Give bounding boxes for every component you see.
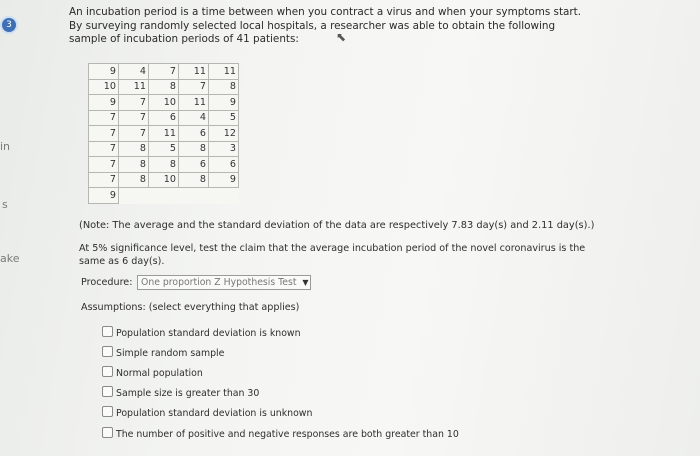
edge-text-s: s <box>2 198 8 211</box>
statistics-note: (Note: The average and the standard deviation of the data are respectively 7.83 day(s) and 2.11 day(s).) <box>79 220 595 231</box>
table-cell: 10 <box>89 79 119 95</box>
mouse-cursor-icon: ⬉ <box>336 30 347 44</box>
claim-text: At 5% significance level, test the claim that the average incubation period of the novel coronavirus is the same as 6 day(s). <box>79 243 586 267</box>
edge-text-ake: ake <box>0 252 20 265</box>
assumptions-label: Assumptions: (select everything that applies) <box>81 302 300 313</box>
assumption-option[interactable]: The number of positive and negative responses are both greater than 10 <box>102 427 459 440</box>
table-cell: 6 <box>179 126 209 142</box>
assumption-option[interactable]: Population standard deviation is unknown <box>102 406 312 419</box>
checkbox[interactable] <box>102 406 113 417</box>
table-row <box>89 110 239 126</box>
checkbox[interactable] <box>102 386 113 397</box>
table-cell: 6 <box>209 157 239 173</box>
table-cell: 11 <box>209 64 239 80</box>
table-cell: 9 <box>89 188 119 204</box>
table-cell: 7 <box>119 110 149 126</box>
table-cell: 8 <box>209 79 239 95</box>
table-cell: 3 <box>209 141 239 157</box>
table-cell: 8 <box>119 172 149 188</box>
table-cell: 5 <box>149 141 179 157</box>
table-row <box>89 172 239 188</box>
table-cell: 7 <box>89 172 119 188</box>
checkbox[interactable] <box>102 326 113 337</box>
checkbox[interactable] <box>102 427 113 438</box>
checkbox[interactable] <box>102 346 113 357</box>
procedure-label: Procedure: <box>81 277 133 288</box>
table-cell: 11 <box>179 64 209 80</box>
checkbox[interactable] <box>102 366 113 377</box>
table-cell: 9 <box>89 95 119 111</box>
chevron-down-icon: ▼ <box>302 278 309 287</box>
table-cell: 7 <box>179 79 209 95</box>
table-cell: 7 <box>119 95 149 111</box>
table-cell <box>209 188 239 204</box>
table-cell: 10 <box>149 95 179 111</box>
incubation-data-table <box>88 63 239 204</box>
table-cell <box>119 188 149 204</box>
edge-text-in: in <box>0 140 11 153</box>
table-cell: 6 <box>179 157 209 173</box>
table-cell: 8 <box>149 79 179 95</box>
table-cell: 6 <box>149 110 179 126</box>
table-cell: 11 <box>119 79 149 95</box>
procedure-selected-value: One proportion Z Hypothesis Test <box>141 277 297 288</box>
table-cell: 4 <box>179 110 209 126</box>
assumption-option[interactable]: Population standard deviation is known <box>102 326 301 339</box>
table-row <box>89 95 239 111</box>
table-cell: 8 <box>119 157 149 173</box>
table-cell: 12 <box>209 126 239 142</box>
table-cell: 8 <box>179 172 209 188</box>
table-cell: 10 <box>149 172 179 188</box>
table-row <box>89 126 239 142</box>
table-row <box>89 64 239 80</box>
table-row <box>89 79 239 95</box>
table-cell: 7 <box>149 64 179 80</box>
table-cell: 9 <box>209 95 239 111</box>
table-row <box>89 141 239 157</box>
assumption-option[interactable]: Sample size is greater than 30 <box>102 386 259 399</box>
table-cell <box>179 188 209 204</box>
procedure-select[interactable] <box>137 275 311 290</box>
assumption-option[interactable]: Normal population <box>102 366 203 379</box>
table-cell: 8 <box>149 157 179 173</box>
table-cell: 9 <box>209 172 239 188</box>
table-cell: 11 <box>149 126 179 142</box>
table-cell: 7 <box>119 126 149 142</box>
table-row <box>89 188 239 204</box>
table-cell: 5 <box>209 110 239 126</box>
table-cell: 7 <box>89 126 119 142</box>
table-cell: 7 <box>89 110 119 126</box>
table-cell: 11 <box>179 95 209 111</box>
table-cell: 9 <box>89 64 119 80</box>
table-cell: 7 <box>89 157 119 173</box>
question-number-badge: 3 <box>2 18 16 32</box>
table-cell: 8 <box>179 141 209 157</box>
table-cell: 7 <box>89 141 119 157</box>
table-row <box>89 157 239 173</box>
table-cell <box>149 188 179 204</box>
table-cell: 8 <box>119 141 149 157</box>
assumption-option[interactable]: Simple random sample <box>102 346 224 359</box>
table-cell: 4 <box>119 64 149 80</box>
question-prompt: An incubation period is a time between when you contract a virus and when your symptoms start. By surveying randomly selected local hospitals, a researcher was able to obtain the following sample of incubation periods of 41 patients: <box>69 6 582 45</box>
